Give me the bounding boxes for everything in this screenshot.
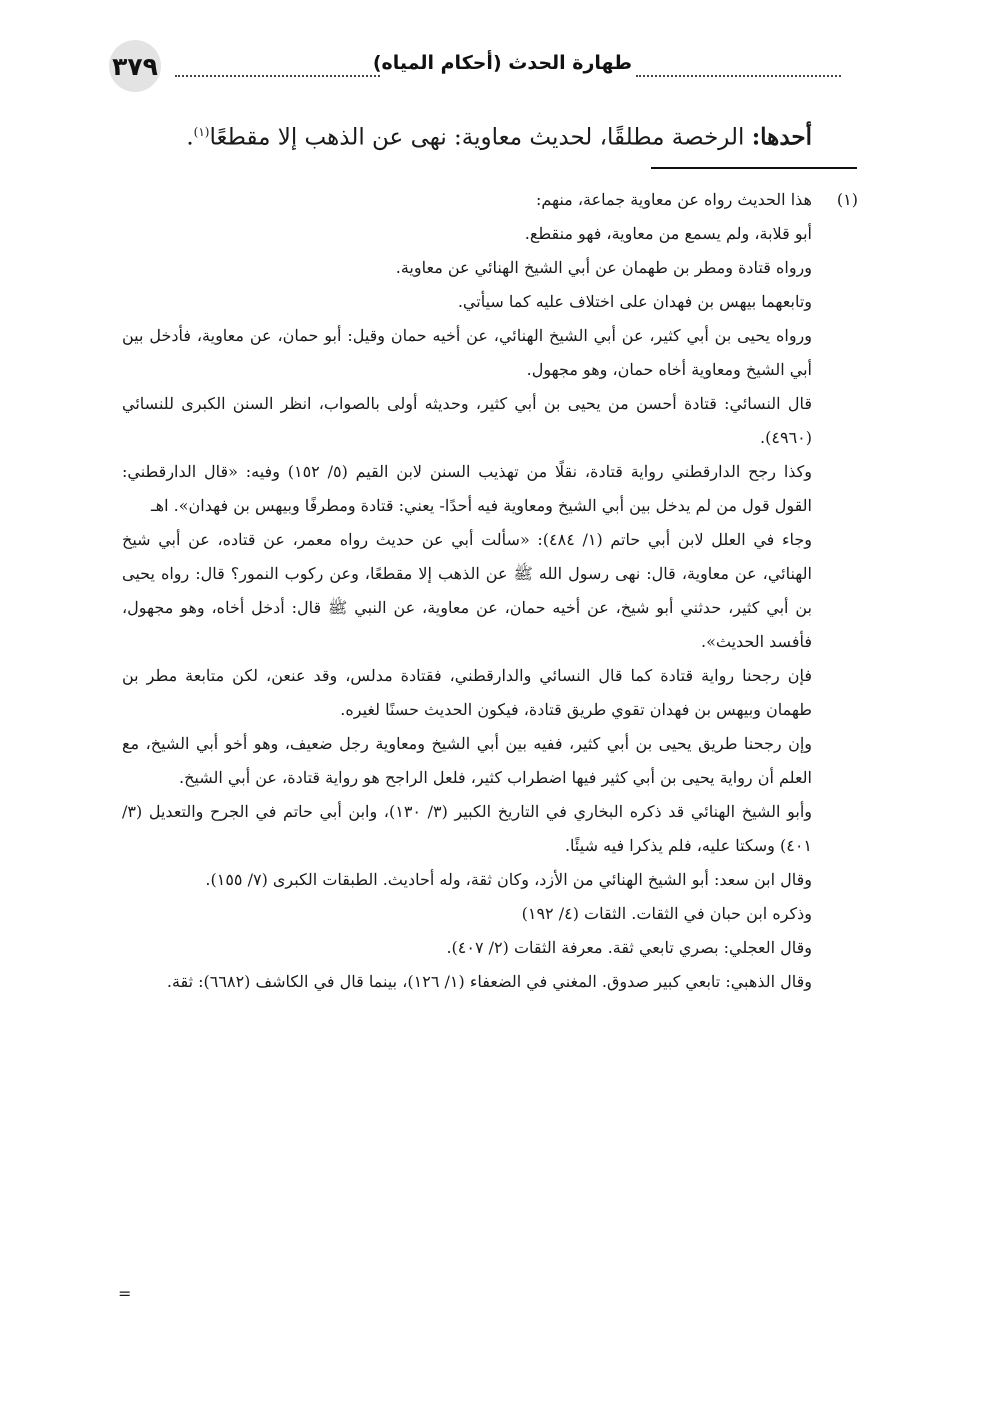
footnote-paragraph: وتابعهما بيهس بن فهدان على اختلاف عليه كما سيأتي. <box>457 292 812 311</box>
main-text-lead: أحدها: <box>751 123 812 151</box>
footnote-paragraph: وجاء في العلل لابن أبي حاتم (١/ ٤٨٤): «سألت أبي عن حديث رواه معمر، عن قتاده، عن أبي شيخ الهنائي، عن معاوية، قال: نهى رسول الله ﷺ عن الذهب إلا مقطعًا، وعن ركوب النمور؟ قال: رواه يحيى بن أبي كثير، حدثني أبو شيخ، عن أخيه حمان، عن معاوية، عن النبي ﷺ قال: أدخل أخاه، وهو مجهول، فأفسد الحديث». <box>122 530 813 651</box>
footnote-paragraph: وأبو الشيخ الهنائي قد ذكره البخاري في التاريخ الكبير (٣/ ١٣٠)، وابن أبي حاتم في الجرح والتعديل (٣/ ٤٠١) وسكتا عليه، فلم يذكرا فيه شيئًا. <box>122 802 812 855</box>
continuation-mark: = <box>118 1284 132 1303</box>
footnote-paragraph: قال النسائي: قتادة أحسن من يحيى بن أبي كثير، وحديثه أولى بالصواب، انظر السنن الكبرى للنسائي (٤٩٦٠). <box>122 394 812 447</box>
footnote-paragraph: أبو قلابة، ولم يسمع من معاوية، فهو منقطع. <box>524 224 812 243</box>
header-dotted-leader-right <box>636 75 841 77</box>
running-title: طهارة الحدث (أحكام المياه) <box>372 52 632 74</box>
footnote-separator <box>651 167 857 169</box>
footnote-body <box>122 183 812 999</box>
footnote-paragraph: هذا الحديث رواه عن معاوية جماعة، منهم: <box>535 190 812 209</box>
page-number: ٣٧٩ <box>112 51 158 81</box>
footnote-paragraph: فإن رجحنا رواية قتادة كما قال النسائي والدارقطني، فقتادة مدلس، وقد عنعن، لكن متابعة مطر بن طهمان وبيهس بن فهدان تقوي طريق قتادة، فيكون الحديث حسنًا لغيره. <box>122 666 812 719</box>
footnote-paragraph: وكذا رجح الدارقطني رواية قتادة، نقلًا من تهذيب السنن لابن القيم (٥/ ١٥٢) وفيه: «قال الدارقطني: القول قول من لم يدخل بين أبي الشيخ ومعاوية فيه أحدًا- يعني: قتادة ومطرفًا وبيهس بن فهدان». اهـ <box>122 462 813 515</box>
footnote-paragraph: وقال ابن سعد: أبو الشيخ الهنائي من الأزد، وكان ثقة، وله أحاديث. الطبقات الكبرى (٧/ ١٥٥). <box>205 870 812 889</box>
page-number-badge <box>109 40 161 92</box>
header-dotted-leader-left <box>175 75 380 77</box>
footnote-paragraph: ورواه قتادة ومطر بن طهمان عن أبي الشيخ الهنائي عن معاوية. <box>395 258 812 277</box>
footnote-paragraph: وذكره ابن حبان في الثقات. الثقات (٤/ ١٩٢) <box>521 904 812 923</box>
main-text-end: . <box>186 124 194 151</box>
main-text-body: الرخصة مطلقًا، لحديث معاوية: نهى عن الذهب إلا مقطعًا <box>209 124 752 151</box>
footnote-reference: (١) <box>193 125 210 139</box>
footnote-paragraph: وإن رجحنا طريق يحيى بن أبي كثير، ففيه بين أبي الشيخ ومعاوية رجل ضعيف، وهو أخو أبي الشيخ، مع العلم أن رواية يحيى بن أبي كثير فيها اضطراب كثير، فلعل الراجح هو رواية قتادة، عن أبي الشيخ. <box>122 734 812 787</box>
main-text <box>122 112 812 158</box>
footnote-paragraph: ورواه يحيى بن أبي كثير، عن أبي الشيخ الهنائي، عن أخيه حمان وقيل: أبو حمان، عن معاوية، فأدخل بين أبي الشيخ ومعاوية أخاه حمان، وهو مجهول. <box>122 326 812 379</box>
footnote-paragraph: وقال الذهبي: تابعي كبير صدوق. المغني في الضعفاء (١/ ١٢٦)، بينما قال في الكاشف (٦٦٨٢): ثقة. <box>166 972 812 991</box>
footnote-paragraph: وقال العجلي: بصري تابعي ثقة. معرفة الثقات (٢/ ٤٠٧). <box>446 938 812 957</box>
footnote-marker: (١) <box>836 190 858 209</box>
